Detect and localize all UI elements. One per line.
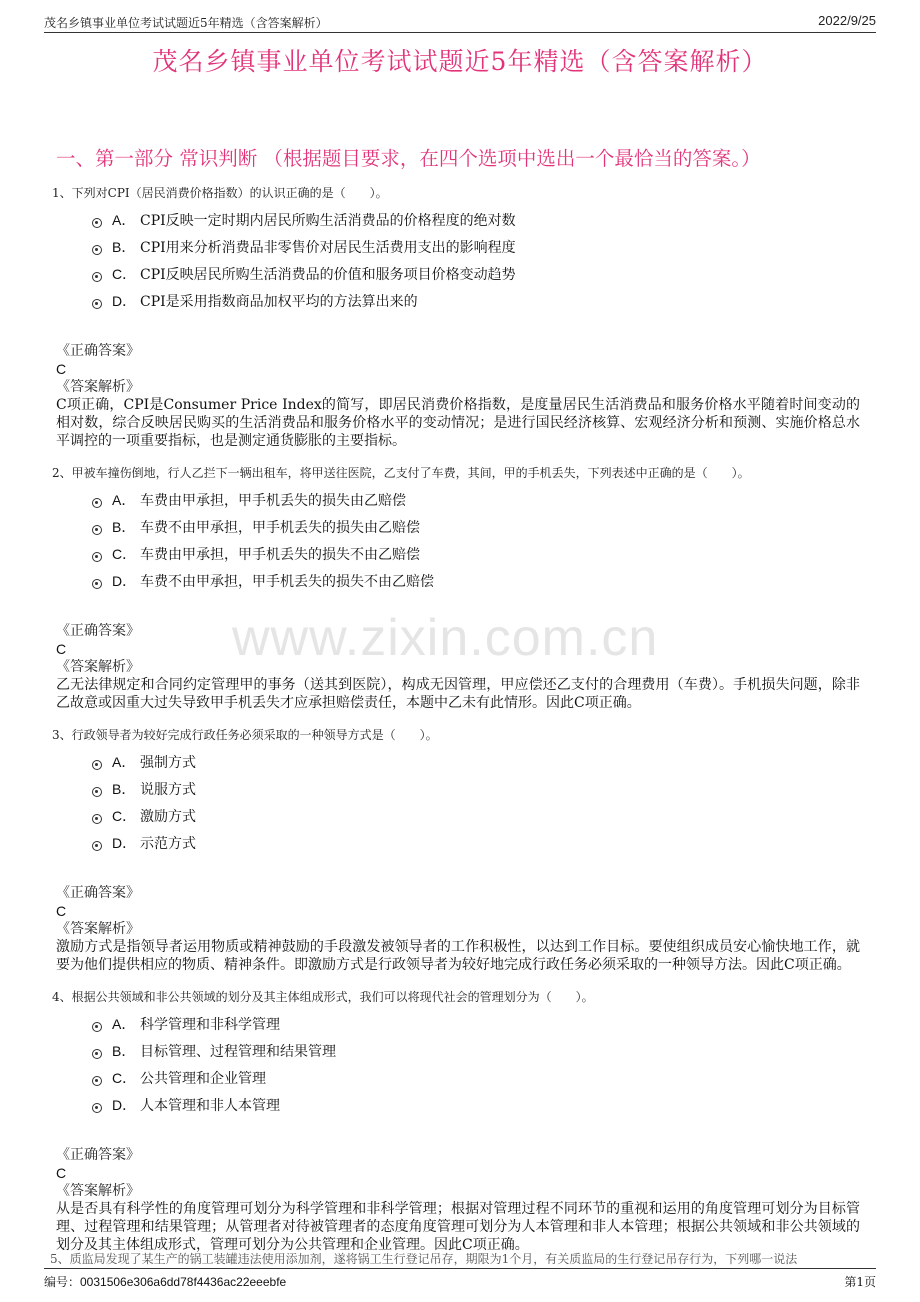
answer-block (56, 342, 860, 450)
option-text: 车费由甲承担，甲手机丢失的损失不由乙赔偿 (140, 546, 420, 563)
option-letter: C． (112, 807, 137, 824)
question-1 (52, 184, 860, 450)
option-letter: D． (112, 292, 137, 309)
watermark: www.zixin.com.cn (232, 609, 659, 667)
option-b[interactable] (92, 233, 860, 260)
radio-icon[interactable] (92, 1049, 102, 1059)
option-c[interactable] (92, 802, 860, 829)
radio-icon[interactable] (92, 1076, 102, 1086)
option-b[interactable] (92, 513, 860, 540)
explanation-text: 从是否具有科学性的角度管理可划分为科学管理和非科学管理；根据对管理过程不同环节的重视和运用的角度管理可划分为目标管理、过程管理和结果管理；从管理者对待被管理者的态度角度管理可划分为人本管理和非人本管理；根据公共领域和非公共领域的划分及其主体组成形式，管理可划分为公共管理和企业管理。因此C项正确。 (56, 1201, 860, 1253)
correct-answer: C (56, 361, 67, 377)
option-letter: D． (112, 572, 137, 589)
section-heading: 一、第一部分 常识判断 （根据题目要求，在四个选项中选出一个最恰当的答案。） (56, 147, 761, 170)
option-letter: A． (112, 1015, 136, 1032)
option-c[interactable] (92, 1064, 860, 1091)
option-text: 示范方式 (140, 835, 196, 852)
question-4 (52, 988, 860, 1254)
correct-answer: C (56, 1165, 67, 1181)
correct-answer: C (56, 641, 67, 657)
option-text: 车费不由甲承担，甲手机丢失的损失不由乙赔偿 (140, 573, 434, 590)
radio-icon[interactable] (92, 498, 102, 508)
header-doc-title: 茂名乡镇事业单位考试试题近5年精选（含答案解析） (44, 16, 328, 30)
option-list (92, 748, 860, 856)
truncated-next-question: 5、质监局发现了某生产的锅工装罐违法使用添加剂，遂将锅工生行登记吊存，期限为1个月，有关质监局的生行登记吊存行为，下列哪一说法 (50, 1252, 798, 1266)
question-stem: 3、行政领导者为较好完成行政任务必须采取的一种领导方式是（ ）。 (52, 728, 438, 742)
option-letter: B． (112, 1042, 136, 1059)
explanation-text: C项正确，CPI是Consumer Price Index的简写，即居民消费价格指数，是度量居民生活消费品和服务价格水平随着时间变动的相对数，综合反映居民购买的生活消费品和服务价格水平的变动情况；是进行国民经济核算、宏观经济分析和预测、实施价格总水平调控的一项重要指标，也是测定通货膨胀的主要指标。 (56, 397, 860, 449)
explanation-text: 激励方式是指领导者运用物质或精神鼓励的手段激发被领导者的工作积极性，以达到工作目标。要使组织成员安心愉快地工作，就要为他们提供相应的物质、精神条件。即激励方式是行政领导者为较好地完成行政任务必须采取的一种领导方法。因此C项正确。 (56, 939, 860, 973)
radio-icon[interactable] (92, 1103, 102, 1113)
radio-icon[interactable] (92, 525, 102, 535)
answer-block (56, 1146, 860, 1254)
option-letter: A． (112, 753, 136, 770)
option-a[interactable] (92, 486, 860, 513)
option-letter: D． (112, 1096, 137, 1113)
explanation-label: 《答案解析》 (56, 379, 140, 395)
option-a[interactable] (92, 1010, 860, 1037)
option-letter: B． (112, 238, 136, 255)
option-letter: C． (112, 1069, 137, 1086)
option-list (92, 206, 860, 314)
explanation-label: 《答案解析》 (56, 659, 140, 675)
correct-answer: C (56, 903, 67, 919)
option-text: CPI用来分析消费品非零售价对居民生活费用支出的影响程度 (140, 239, 516, 256)
question-stem: 4、根据公共领域和非公共领域的划分及其主体组成形式，我们可以将现代社会的管理划分为（ ）。 (52, 990, 594, 1004)
option-text: 目标管理、过程管理和结果管理 (140, 1043, 336, 1060)
question-stem: 1、下列对CPI（居民消费价格指数）的认识正确的是（ ）。 (52, 186, 388, 200)
footer-page-number: 第1页 (844, 1275, 876, 1289)
option-text: 人本管理和非人本管理 (140, 1097, 280, 1114)
option-list (92, 1010, 860, 1118)
option-text: 强制方式 (140, 754, 196, 771)
option-d[interactable] (92, 567, 860, 594)
radio-icon[interactable] (92, 218, 102, 228)
explanation-text: 乙无法律规定和合同约定管理甲的事务（送其到医院），构成无因管理，甲应偿还乙支付的合理费用（车费）。手机损失问题，除非乙故意或因重大过失导致甲手机丢失才应承担赔偿责任，本题中乙未有此情形。因此C项正确。 (56, 677, 860, 711)
page-header (44, 12, 876, 33)
option-text: 车费由甲承担，甲手机丢失的损失由乙赔偿 (140, 492, 406, 509)
option-letter: A． (112, 491, 136, 508)
option-letter: C． (112, 545, 137, 562)
option-a[interactable] (92, 748, 860, 775)
option-a[interactable] (92, 206, 860, 233)
answer-block (56, 622, 860, 712)
option-b[interactable] (92, 775, 860, 802)
option-text: 公共管理和企业管理 (140, 1070, 266, 1087)
radio-icon[interactable] (92, 787, 102, 797)
option-d[interactable] (92, 1091, 860, 1118)
explanation-label: 《答案解析》 (56, 1183, 140, 1199)
radio-icon[interactable] (92, 272, 102, 282)
option-list (92, 486, 860, 594)
option-text: CPI反映一定时期内居民所购生活消费品的价格程度的绝对数 (140, 212, 516, 229)
radio-icon[interactable] (92, 579, 102, 589)
explanation-label: 《答案解析》 (56, 921, 140, 937)
option-text: 科学管理和非科学管理 (140, 1016, 280, 1033)
radio-icon[interactable] (92, 245, 102, 255)
option-letter: C． (112, 265, 137, 282)
option-text: 车费不由甲承担，甲手机丢失的损失由乙赔偿 (140, 519, 420, 536)
question-3 (52, 726, 860, 974)
radio-icon[interactable] (92, 814, 102, 824)
option-letter: B． (112, 518, 136, 535)
option-b[interactable] (92, 1037, 860, 1064)
radio-icon[interactable] (92, 299, 102, 309)
answer-block (56, 884, 860, 974)
option-c[interactable] (92, 540, 860, 567)
option-text: CPI是采用指数商品加权平均的方法算出来的 (140, 293, 418, 310)
question-list (52, 184, 860, 1254)
correct-answer-label: 《正确答案》 (56, 1147, 140, 1163)
correct-answer-label: 《正确答案》 (56, 623, 140, 639)
option-d[interactable] (92, 287, 860, 314)
option-letter: D． (112, 834, 137, 851)
radio-icon[interactable] (92, 1022, 102, 1032)
option-text: CPI反映居民所购生活消费品的价值和服务项目价格变动趋势 (140, 266, 516, 283)
option-text: 说服方式 (140, 781, 196, 798)
radio-icon[interactable] (92, 760, 102, 770)
radio-icon[interactable] (92, 841, 102, 851)
footer-doc-code: 编号：0031506e306a6dd78f4436ac22eeebfe (44, 1275, 287, 1289)
correct-answer-label: 《正确答案》 (56, 343, 140, 359)
option-letter: A． (112, 211, 136, 228)
correct-answer-label: 《正确答案》 (56, 885, 140, 901)
option-letter: B． (112, 780, 136, 797)
question-2 (52, 464, 860, 712)
header-date: 2022/9/25 (818, 13, 876, 28)
option-c[interactable] (92, 260, 860, 287)
question-stem: 2、甲被车撞伤倒地，行人乙拦下一辆出租车，将甲送往医院，乙支付了车费，其间，甲的手机丢失，下列表述中正确的是（ ）。 (52, 466, 750, 480)
document-title: 茂名乡镇事业单位考试试题近5年精选（含答案解析） (152, 47, 768, 76)
option-d[interactable] (92, 829, 860, 856)
page-footer (44, 1268, 876, 1291)
option-text: 激励方式 (140, 808, 196, 825)
radio-icon[interactable] (92, 552, 102, 562)
